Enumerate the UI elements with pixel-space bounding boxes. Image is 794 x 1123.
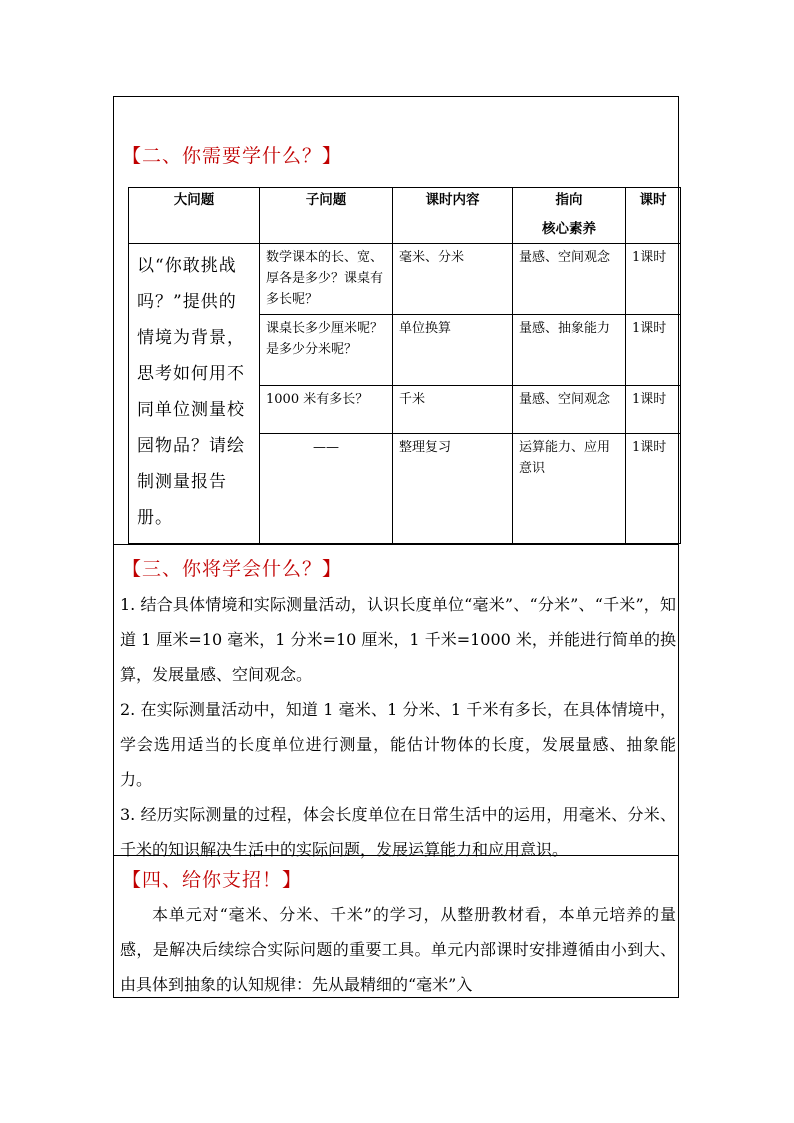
hours-cell: 1课时 [626, 434, 681, 544]
content-cell: 整理复习 [393, 434, 513, 544]
core-cell: 量感、抽象能力 [513, 315, 626, 386]
section-divider [114, 855, 678, 856]
content-cell: 千米 [393, 386, 513, 434]
section-title-what-you-will-learn: 【三、你将学会什么？】 [122, 558, 343, 580]
content-cell: 单位换算 [393, 315, 513, 386]
header-core-literacy [513, 188, 626, 244]
table-row [129, 244, 681, 315]
header-core-literacy-line1: 指向 [555, 192, 583, 208]
header-sub-question: 子问题 [260, 188, 393, 244]
core-cell: 量感、空间观念 [513, 244, 626, 315]
core-cell: 运算能力、应用意识 [513, 434, 626, 544]
learning-goals [120, 587, 676, 867]
learning-goal-3: 3. 经历实际测量的过程，体会长度单位在日常生活中的运用，用毫米、分米、千米的知识解决生活中的实际问题，发展运算能力和应用意识。 [120, 805, 676, 859]
lesson-plan-table [128, 187, 681, 544]
sub-question-cell: —— [260, 434, 393, 544]
hours-cell: 1课时 [626, 386, 681, 434]
hours-cell: 1课时 [626, 315, 681, 386]
learning-goal-2: 2. 在实际测量活动中，知道 1 毫米、1 分米、1 千米有多长，在具体情境中，学会选用适当的长度单位进行测量，能估计物体的长度，发展量感、抽象能力。 [120, 700, 676, 789]
section-title-what-to-learn: 【二、你需要学什么？】 [122, 145, 343, 167]
sub-question-cell: 1000 米有多长？ [260, 386, 393, 434]
header-core-literacy-line2: 核心素养 [542, 221, 596, 237]
sub-question-cell: 课桌长多少厘米呢？是多少分米呢？ [260, 315, 393, 386]
section-divider [114, 544, 678, 545]
document-frame [113, 96, 679, 998]
big-question-cell: 以“你敢挑战吗？”提供的情境为背景，思考如何用不同单位测量校园物品？请绘制测量报告册。 [129, 244, 260, 544]
section-title-tips: 【四、给你支招！】 [122, 869, 303, 891]
table-header-row [129, 188, 681, 244]
hours-cell: 1课时 [626, 244, 681, 315]
header-lesson-hours: 课时 [626, 188, 681, 244]
content-cell: 毫米、分米 [393, 244, 513, 315]
core-cell: 量感、空间观念 [513, 386, 626, 434]
header-big-question: 大问题 [129, 188, 260, 244]
learning-goal-1: 1. 结合具体情境和实际测量活动，认识长度单位“毫米”、“分米”、“千米”，知道 1 厘米=10 毫米，1 分米=10 厘米，1 千米=1000 米，并能进行简单的换算，发展量感、空间观念。 [120, 595, 676, 684]
tips-paragraph: 本单元对“毫米、分米、千米”的学习，从整册教材看，本单元培养的量感，是解决后续综合实际问题的重要工具。单元内部课时安排遵循由小到大、由具体到抽象的认知规律：先从最精细的“毫米”入 [120, 905, 676, 994]
header-lesson-content: 课时内容 [393, 188, 513, 244]
sub-question-cell: 数学课本的长、宽、厚各是多少？课桌有多长呢？ [260, 244, 393, 315]
